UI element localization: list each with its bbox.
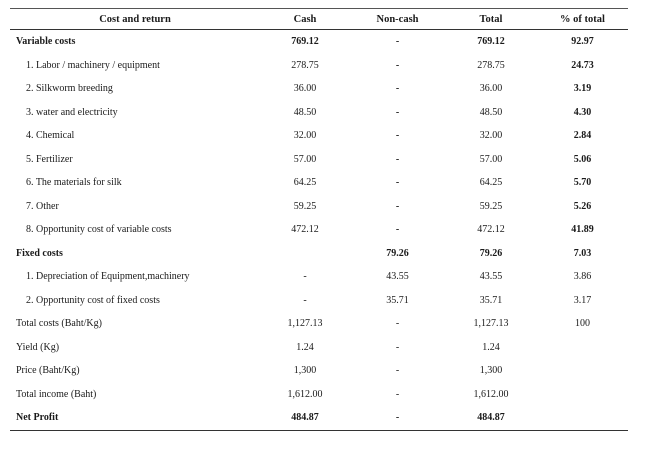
header-cost-and-return: Cost and return: [99, 13, 171, 25]
total-cell: 472.12: [477, 224, 505, 236]
non-cash-cell: -: [395, 153, 400, 165]
cost-return-table-container: [10, 8, 628, 431]
table-row: [10, 54, 628, 78]
cash-cell: 278.75: [291, 59, 319, 71]
row-label: 4. Chemical: [26, 130, 75, 142]
table-row: [10, 359, 628, 383]
table-row: [10, 218, 628, 242]
non-cash-cell: -: [395, 36, 400, 48]
table-row: [10, 77, 628, 101]
percent-cell: 5.06: [573, 153, 592, 165]
total-cell: 43.55: [479, 271, 503, 283]
row-label: Fixed costs: [16, 247, 63, 259]
total-cell: 79.26: [479, 247, 503, 259]
percent-cell: 24.73: [571, 59, 594, 71]
percent-cell: [537, 406, 628, 430]
percent-cell: [537, 383, 628, 407]
non-cash-cell: -: [395, 59, 400, 71]
table-row: [10, 195, 628, 219]
percent-cell: 92.97: [571, 36, 594, 48]
total-cell: 1,127.13: [473, 318, 509, 330]
total-cell: 484.87: [477, 412, 505, 424]
non-cash-cell: -: [395, 341, 400, 353]
cost-return-table: [10, 9, 628, 431]
cash-cell: 472.12: [291, 224, 319, 236]
table-row: [10, 242, 628, 266]
non-cash-cell: -: [395, 318, 400, 330]
cash-cell: 59.25: [293, 200, 317, 212]
header-total: Total: [479, 13, 503, 25]
total-cell: 1,300: [479, 365, 503, 377]
percent-cell: 2.84: [573, 130, 592, 142]
percent-cell: 7.03: [573, 247, 592, 259]
non-cash-cell: -: [395, 365, 400, 377]
non-cash-cell: -: [395, 177, 400, 189]
total-cell: 32.00: [479, 130, 503, 142]
cash-cell: 1,127.13: [287, 318, 323, 330]
row-label: Net Profit: [16, 412, 59, 424]
header-row: [10, 9, 628, 30]
table-row: [10, 171, 628, 195]
total-cell: 59.25: [479, 200, 503, 212]
non-cash-cell: 35.71: [386, 294, 409, 306]
row-label: Total costs (Baht/Kg): [16, 318, 102, 330]
percent-cell: 100: [575, 318, 590, 330]
total-cell: 278.75: [477, 59, 505, 71]
cash-cell: 48.50: [293, 106, 317, 118]
row-label: 1. Labor / machinery / equipment: [26, 59, 160, 71]
table-row: [10, 30, 628, 54]
total-cell: 1.24: [482, 341, 500, 353]
cash-cell: [260, 242, 350, 266]
table-row: [10, 101, 628, 125]
cash-cell: -: [303, 271, 307, 283]
cash-cell: 64.25: [293, 177, 317, 189]
cash-cell: 769.12: [291, 36, 319, 48]
percent-cell: 3.19: [573, 83, 592, 95]
percent-cell: 4.30: [573, 106, 592, 118]
total-cell: 1,612.00: [473, 388, 509, 400]
table-row: [10, 148, 628, 172]
row-label: Total income (Baht): [16, 388, 97, 400]
non-cash-cell: -: [395, 83, 400, 95]
row-label: Yield (Kg): [16, 341, 60, 353]
cash-cell: 36.00: [293, 83, 317, 95]
header-percent-of-total: % of total: [560, 13, 605, 25]
row-label: 2. Silkworm breeding: [26, 83, 113, 95]
percent-cell: [537, 336, 628, 360]
cash-cell: 1.24: [296, 341, 314, 353]
non-cash-cell: -: [395, 388, 400, 400]
non-cash-cell: 79.26: [386, 247, 409, 259]
row-label: Price (Baht/Kg): [16, 365, 80, 377]
row-label: 7. Other: [26, 200, 59, 212]
cash-cell: -: [303, 294, 307, 306]
total-cell: 769.12: [477, 36, 505, 48]
cash-cell: 1,300: [293, 365, 317, 377]
row-label: 1. Depreciation of Equipment,machinery: [26, 271, 190, 283]
row-label: 6. The materials for silk: [26, 177, 122, 189]
header-cash: Cash: [293, 13, 317, 25]
table-row: [10, 289, 628, 313]
percent-cell: 5.26: [573, 200, 592, 212]
table-row: [10, 406, 628, 430]
table-row: [10, 312, 628, 336]
total-cell: 36.00: [479, 83, 503, 95]
percent-cell: 5.70: [573, 177, 592, 189]
non-cash-cell: -: [395, 130, 400, 142]
header-non-cash: Non-cash: [376, 13, 419, 25]
table-row: [10, 336, 628, 360]
non-cash-cell: -: [395, 412, 400, 424]
cash-cell: 32.00: [293, 130, 317, 142]
table-row: [10, 265, 628, 289]
percent-cell: 41.89: [571, 224, 594, 236]
cash-cell: 57.00: [293, 153, 317, 165]
table-row: [10, 124, 628, 148]
total-cell: 48.50: [479, 106, 503, 118]
row-label: 5. Fertilizer: [26, 153, 73, 165]
row-label: Variable costs: [16, 36, 76, 48]
table-row: [10, 383, 628, 407]
row-label: 8. Opportunity cost of variable costs: [26, 224, 172, 236]
non-cash-cell: -: [395, 224, 400, 236]
percent-cell: [537, 359, 628, 383]
total-cell: 64.25: [479, 177, 503, 189]
non-cash-cell: 43.55: [386, 271, 409, 283]
total-cell: 35.71: [479, 294, 503, 306]
non-cash-cell: -: [395, 200, 400, 212]
cash-cell: 484.87: [291, 412, 319, 424]
cash-cell: 1,612.00: [287, 388, 323, 400]
total-cell: 57.00: [479, 153, 503, 165]
non-cash-cell: -: [395, 106, 400, 118]
percent-cell: 3.86: [573, 271, 592, 283]
percent-cell: 3.17: [573, 294, 592, 306]
row-label: 2. Opportunity cost of fixed costs: [26, 294, 160, 306]
row-label: 3. water and electricity: [26, 106, 118, 118]
